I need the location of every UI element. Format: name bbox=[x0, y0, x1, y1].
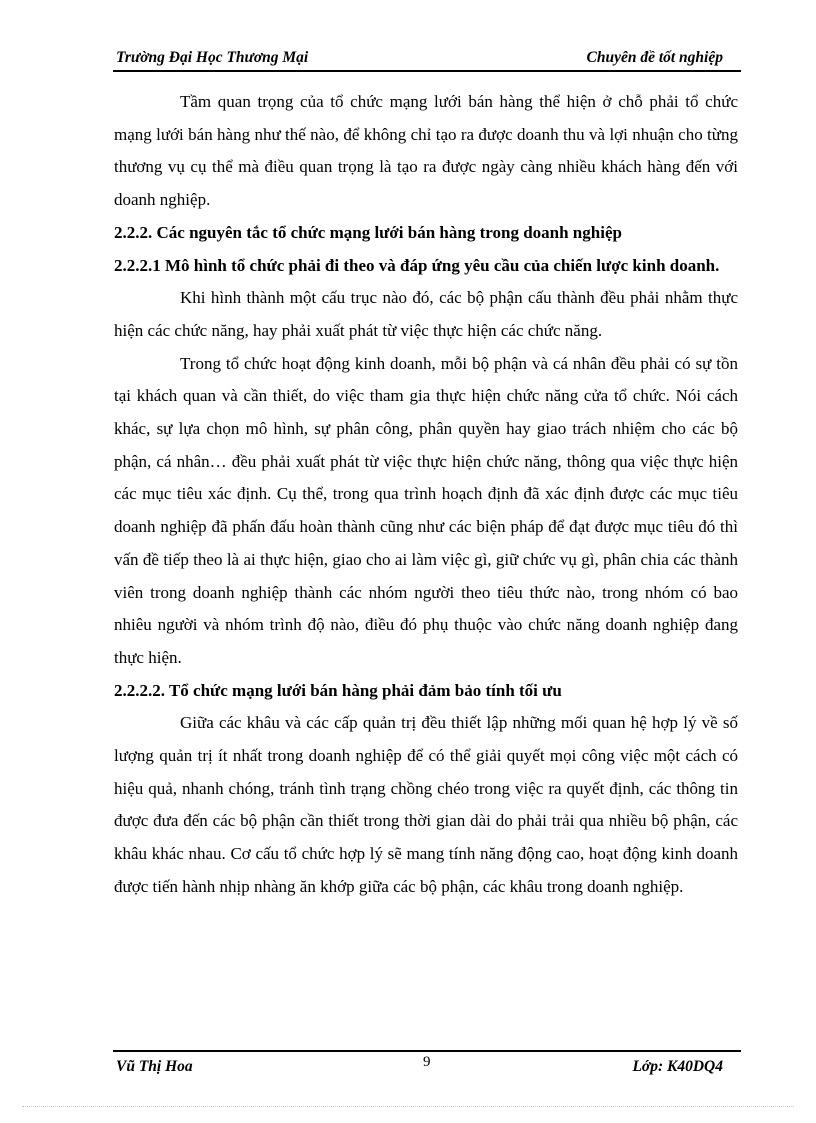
page-footer bbox=[113, 1050, 741, 1076]
paragraph-4: Giữa các khâu và các cấp quản trị đều thiết lập những mối quan hệ hợp lý về số lượng quản trị ít nhất trong doanh nghiệp để có thể giải quyết mọi công việc một cách có hiệu quả, nhanh chóng, tránh tình trạng chồng chéo trong việc ra quyết định, các thông tin được đưa đến các bộ phận cần thiết trong thời gian dài do phải trải qua nhiều bộ phận, các khâu khác nhau. Cơ cấu tổ chức hợp lý sẽ mang tính năng động cao, hoạt động kinh doanh được tiến hành nhịp nhàng ăn khớp giữa các bộ phận, các khâu trong doanh nghiệp. bbox=[114, 713, 738, 896]
paragraph-1: Tầm quan trọng của tổ chức mạng lưới bán hàng thể hiện ở chỗ phải tổ chức mạng lưới bán hàng như thế nào, để không chỉ tạo ra được doanh thu và lợi nhuận cho từng thương vụ cụ thể mà điều quan trọng là tạo ra được ngày càng nhiều khách hàng đến với doanh nghiệp. bbox=[114, 92, 738, 210]
page-number: 9 bbox=[423, 1054, 431, 1070]
paragraph-3: Trong tổ chức hoạt động kinh doanh, mỗi bộ phận và cá nhân đều phải có sự tồn tại khách quan và cần thiết, do việc tham gia thực hiện chức năng cửa tổ chức. Nói cách khác, sự lựa chọn mô hình, sự phân công, phân quyền hay giao trách nhiệm cho các bộ phận, cá nhân… đều phải xuất phát từ việc thực hiện chức năng, thông qua việc thực hiện các mục tiêu xác định. Cụ thể, trong qua trình hoạch định đã xác định được các mục tiêu doanh nghiệp đã phấn đấu hoàn thành cũng như các biện pháp để đạt được mục tiêu đó thì vấn đề tiếp theo là ai thực hiện, giao cho ai làm việc gì, giữ chức vụ gì, phân chia các thành viên trong doanh nghiệp thành các nhóm người theo tiêu thức nào, trong nhóm có bao nhiêu người và nhóm trình độ nào, điều đó phụ thuộc vào chức năng doanh nghiệp đang thực hiện. bbox=[114, 353, 738, 667]
footer-class: Lớp: K40DQ4 bbox=[632, 1058, 723, 1075]
section-heading-2-2-2: 2.2.2. Các nguyên tắc tổ chức mạng lưới bán hàng trong doanh nghiệp bbox=[114, 222, 622, 242]
paragraph-2: Khi hình thành một cấu trục nào đó, các bộ phận cấu thành đều phải nhằm thực hiện các chức năng, hay phải xuất phát từ việc thực hiện các chức năng. bbox=[114, 288, 738, 340]
page-header bbox=[113, 48, 741, 72]
document-body bbox=[114, 86, 738, 904]
footer-author: Vũ Thị Hoa bbox=[116, 1058, 193, 1075]
page-break-divider bbox=[22, 1106, 794, 1107]
section-heading-2-2-2-1: 2.2.2.1 Mô hình tổ chức phải đi theo và đáp ứng yêu cầu của chiến lược kinh doanh. bbox=[114, 255, 720, 275]
header-title: Chuyên đề tốt nghiệp bbox=[586, 49, 723, 66]
section-heading-2-2-2-2: 2.2.2.2. Tổ chức mạng lưới bán hàng phải đảm bảo tính tối ưu bbox=[114, 680, 562, 700]
header-school: Trường Đại Học Thương Mại bbox=[116, 49, 309, 66]
